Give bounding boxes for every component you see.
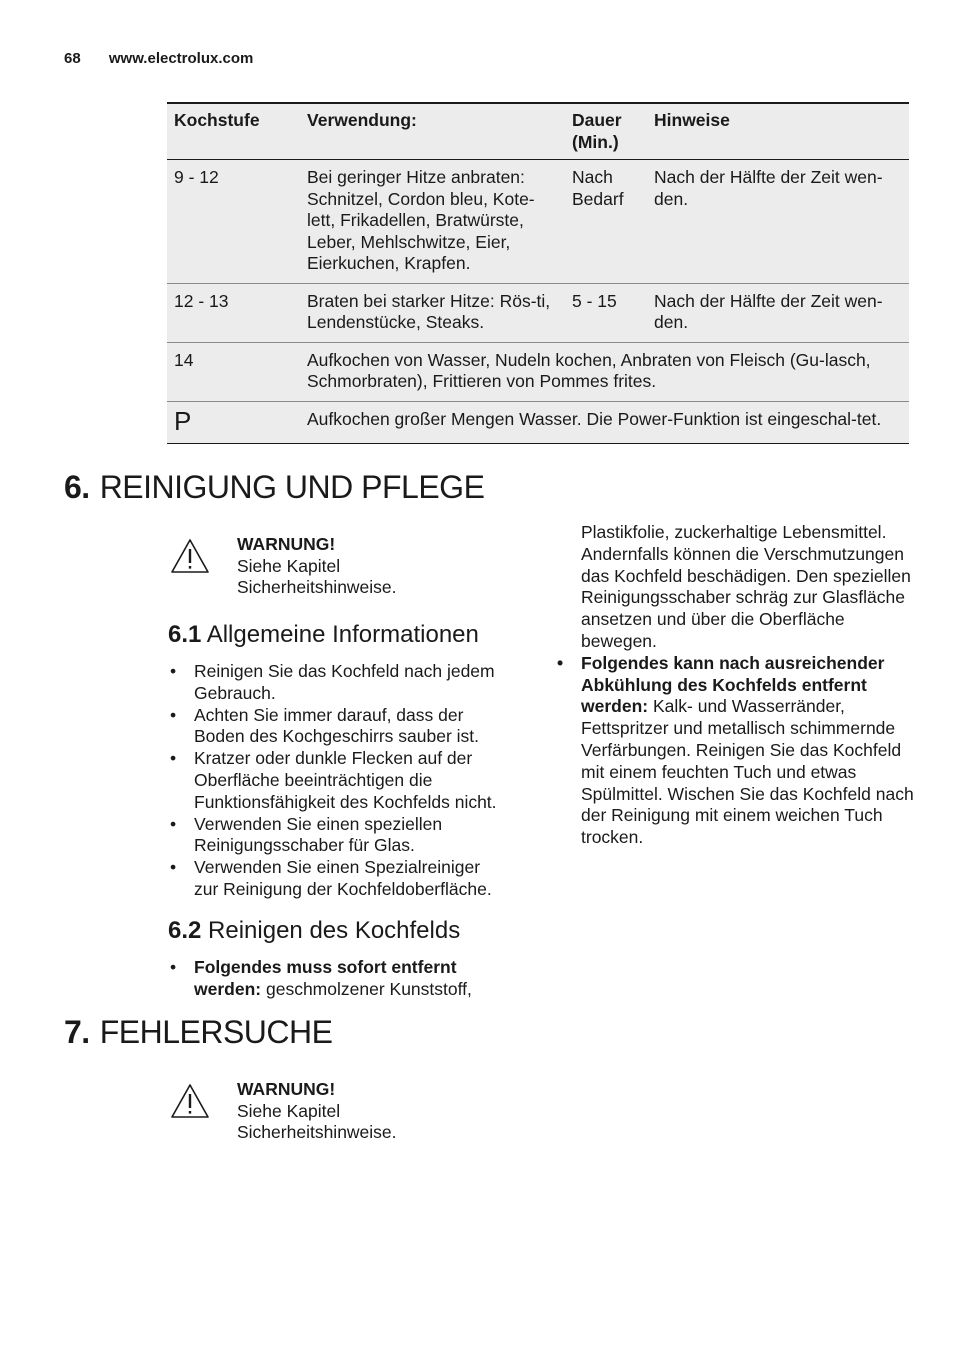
list-item: • Reinigen Sie das Kochfeld nach jedem Gebrauch. [168,661,528,705]
warning-text: Siehe Kapitel Sicherheitshinweise. [237,1100,397,1142]
table-row [167,283,909,342]
list-item-bold: Folgendes kann nach ausreichender Abkühlung des Kochfelds entfernt werden: [581,652,885,717]
cell-notes: Nach der Hälfte der Zeit wen-den. [647,160,909,284]
subsection-6-2-heading [168,917,460,945]
cleaning-list [168,957,508,1001]
cell-level: 9 - 12 [167,160,300,284]
cell-duration: 5 - 15 [565,283,647,342]
page-number: 68 [64,50,81,67]
site-url: www.electrolux.com [108,50,254,67]
table-row [167,160,909,284]
list-item [555,653,915,849]
list-item-text: geschmolzener Kunststoff, [265,978,472,999]
subsection-6-1-heading [168,621,479,649]
warning-text: Siehe Kapitel Sicherheitshinweise. [237,555,397,597]
cell-use: Aufkochen von Wasser, Nudeln kochen, Anbraten von Fleisch (Gu-lasch, Schmorbraten), Frittieren von Pommes frites. [300,342,909,401]
col-header-level: Kochstufe [167,103,300,160]
warning-title: WARNUNG! [237,1079,336,1099]
list-item: • Achten Sie immer darauf, dass der Boden des Kochgeschirrs sauber ist. [168,705,528,749]
list-item-text: Kalk- und Wasserränder, Fettspritzer und metallisch schimmernde Verfärbungen. Reinigen Sie das Kochfeld mit einem feuchten Tuch und etwas Spülmittel. Wischen Sie das Kochfeld nach der Reinigung mit einem weichen Tuch trocken. [581,696,914,848]
list-item: • Verwenden Sie einen Spezialreiniger zur Reinigung der Kochfeldoberfläche. [168,857,528,901]
warning-box [170,1079,530,1145]
subsection-title: Reinigen des Kochfelds [208,917,461,944]
table-header-row [167,103,909,160]
list-item-bold: Folgendes muss sofort entfernt werden: [194,957,457,999]
cooking-levels-table [167,102,909,444]
cell-notes: Nach der Hälfte der Zeit wen-den. [647,283,909,342]
col-header-duration: Dauer (Min.) [565,103,647,160]
cell-level: 12 - 13 [167,283,300,342]
list-item: • Verwenden Sie einen speziellen Reinigungsschaber für Glas. [168,814,528,858]
table-row [167,342,909,401]
cell-level: 14 [167,342,300,401]
section-7-heading [64,1014,332,1051]
col-header-use: Verwendung: [300,103,565,160]
section-title: REINIGUNG UND PFLEGE [99,469,485,505]
warning-triangle-icon [170,1083,210,1119]
list-item-continuation: Plastikfolie, zuckerhaltige Lebensmittel. Andernfalls können die Verschmutzungen das Kochfeld beschädigen. Den speziellen Reinigungsschaber schräg zur Glasfläche ansetzen und über die Oberfläche bewegen. [581,522,911,651]
warning-title: WARNUNG! [237,534,336,554]
power-level-glyph: P [174,405,192,436]
cell-use: Braten bei starker Hitze: Rös-ti, Lendenstücke, Steaks. [300,283,565,342]
section-title: FEHLERSUCHE [99,1014,333,1050]
page-header [64,50,277,67]
list-item [168,957,508,1001]
section-6-heading [64,469,484,506]
cell-use: Aufkochen großer Mengen Wasser. Die Power-Funktion ist eingeschal-tet. [300,401,909,444]
cell-duration: Nach Bedarf [565,160,647,284]
warning-triangle-icon [170,538,210,574]
col-header-notes: Hinweise [647,103,909,160]
table-row [167,401,909,444]
section-number: 7. [64,1014,90,1050]
subsection-number: 6.1 [168,621,202,648]
section-number: 6. [64,469,90,505]
subsection-number: 6.2 [168,917,202,944]
right-column [555,522,915,849]
subsection-title: Allgemeine Informationen [206,621,479,648]
list-item: • Kratzer oder dunkle Flecken auf der Oberfläche beeinträchtigen die Funktionsfähigkeit des Kochfelds nicht. [168,748,528,813]
general-info-list [168,661,528,901]
cell-level-power [167,401,300,444]
cell-use: Bei geringer Hitze anbraten: Schnitzel, Cordon bleu, Kote-lett, Frikadellen, Bratwürste, Leber, Mehlschwitze, Eier, Eierkuchen, Krapfen. [300,160,565,284]
warning-box [170,534,530,600]
